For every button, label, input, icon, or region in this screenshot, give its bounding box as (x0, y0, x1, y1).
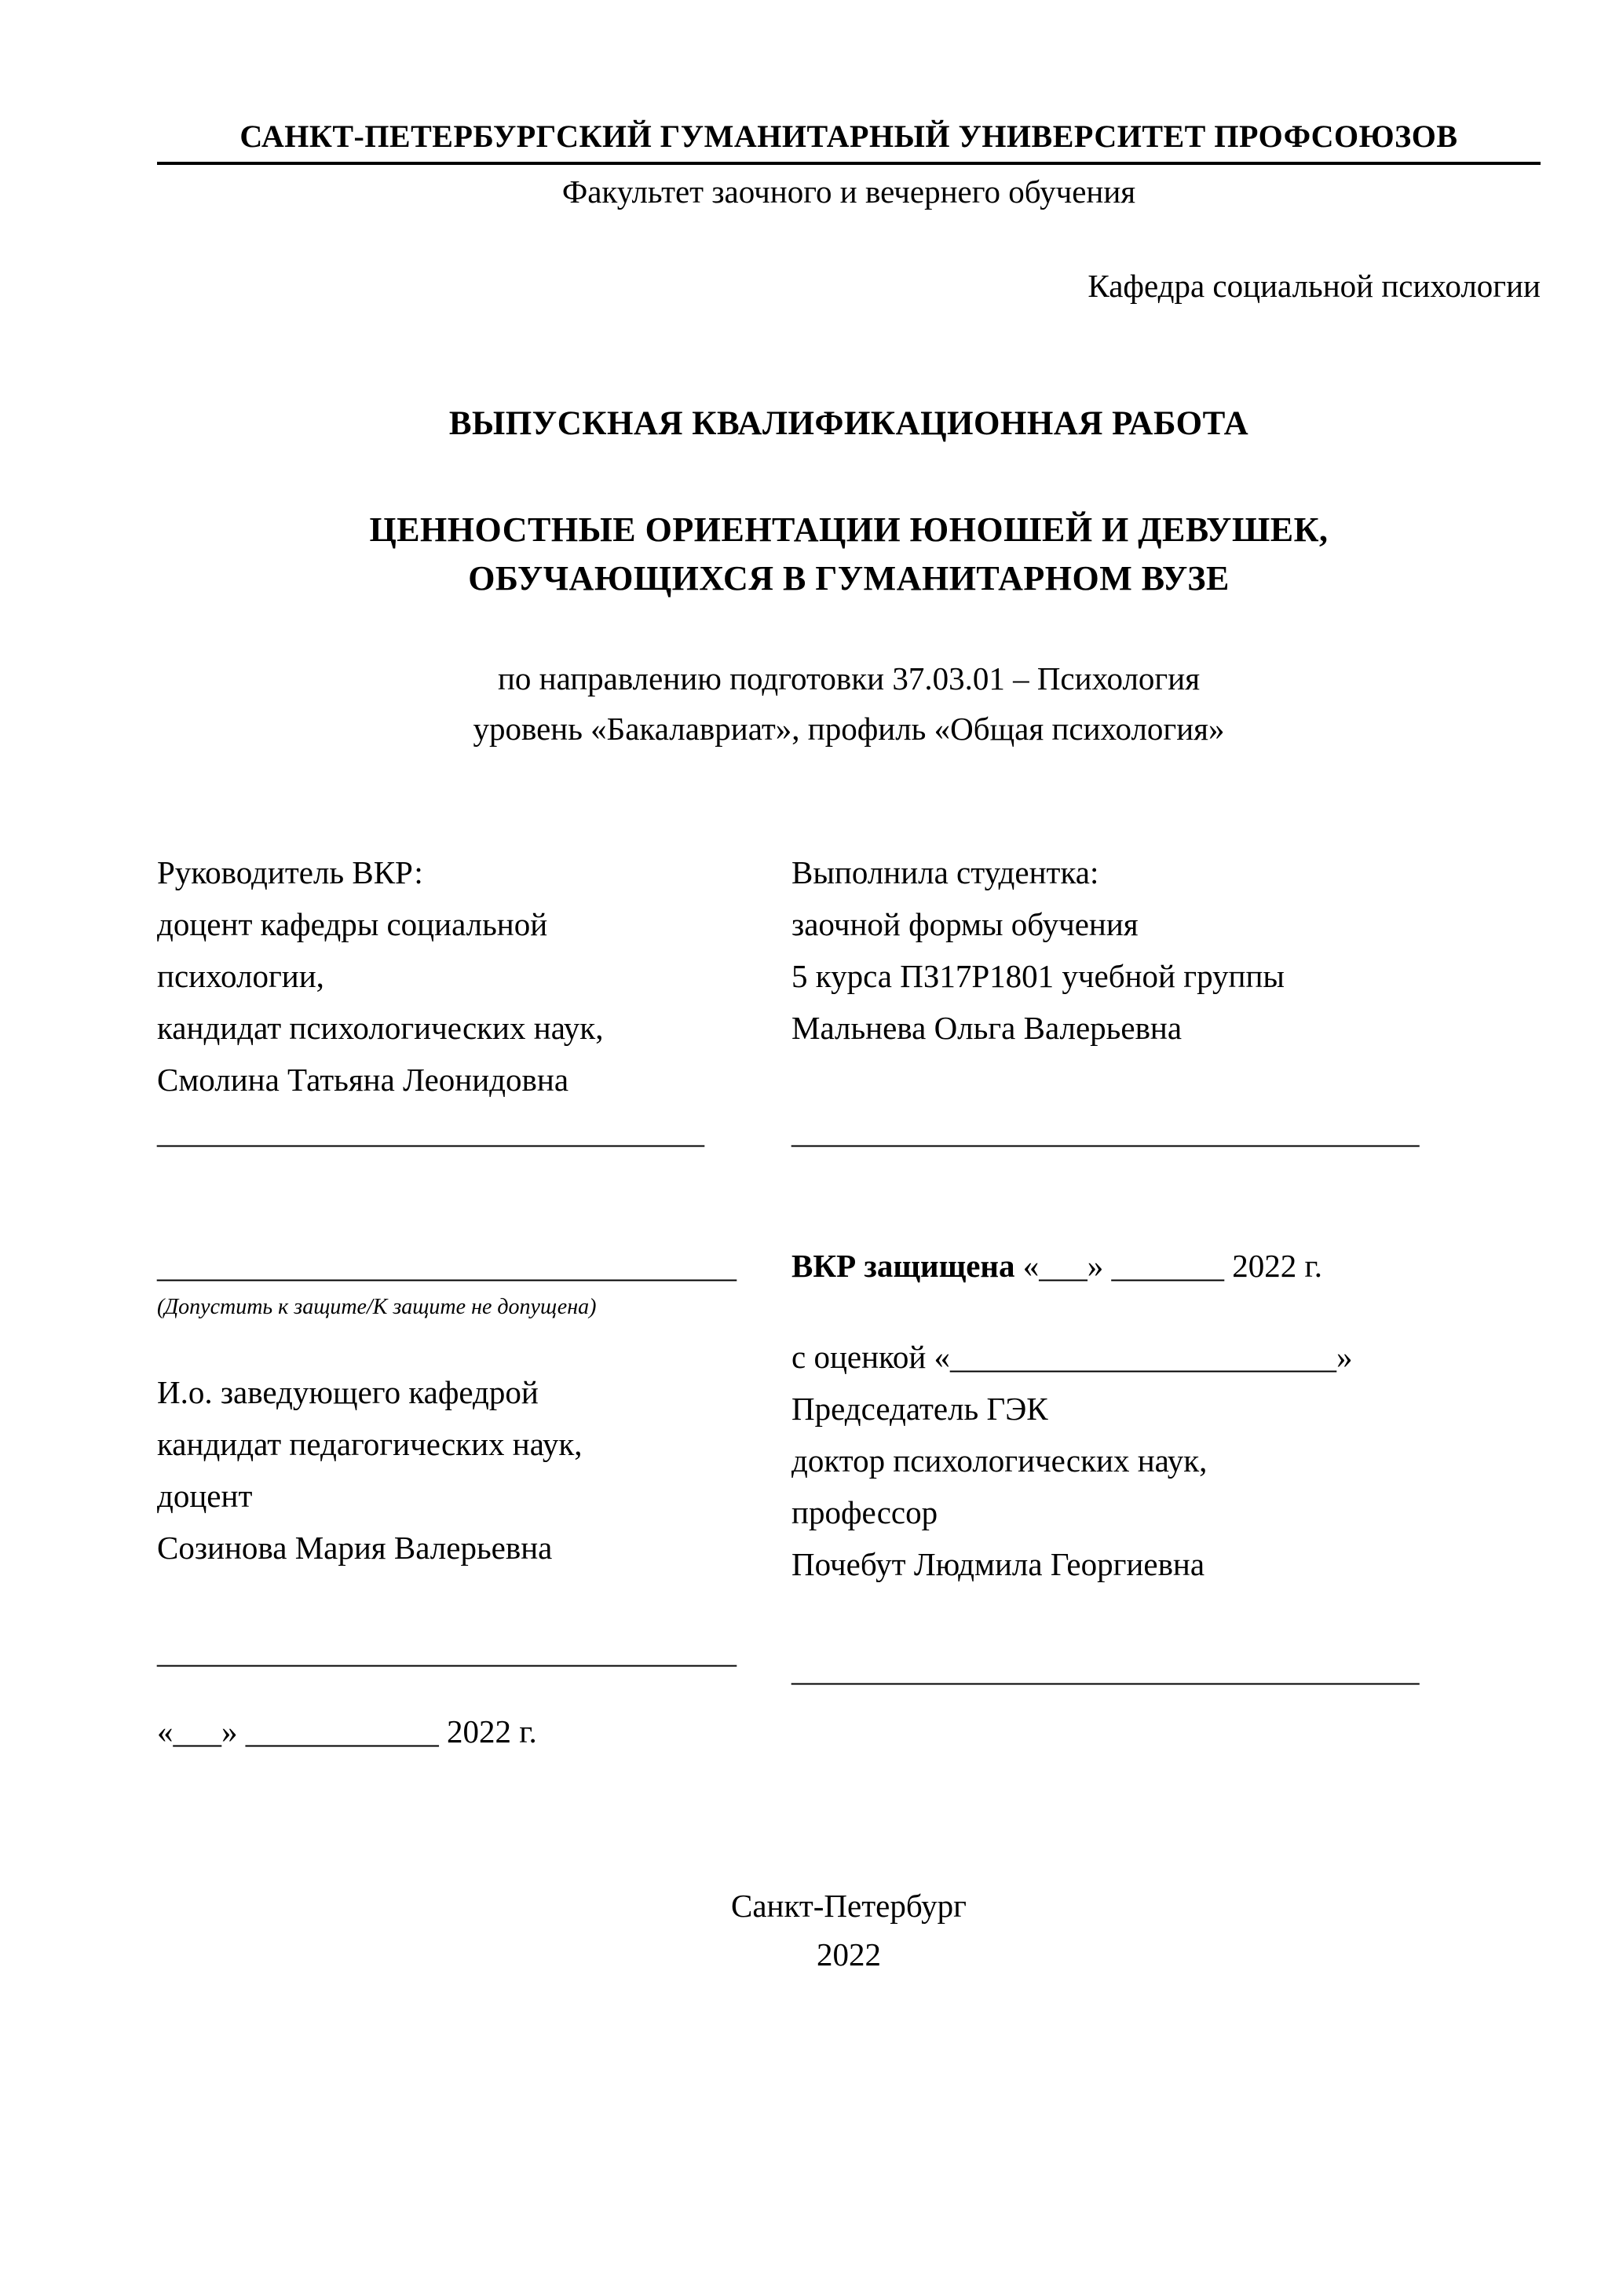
admission-caption: (Допустить к защите/К защите не допущена) (157, 1295, 597, 1319)
student-study-form: заочной формы обучения (791, 906, 1139, 942)
thesis-title (157, 506, 1541, 603)
header-divider (157, 162, 1541, 165)
student-group: 5 курса ПЗ17Р1801 учебной группы (791, 958, 1285, 994)
admission-block (157, 1240, 791, 1757)
chair-degree: доктор психологических наук, (791, 1442, 1208, 1479)
defense-heading (791, 1240, 1541, 1292)
footer-year: 2022 (817, 1936, 881, 1972)
student-name: Мальнева Ольга Валерьевна (791, 1010, 1183, 1046)
defense-block (791, 1240, 1541, 1695)
official-position: доцент (157, 1478, 253, 1514)
university-name: САНКТ-ПЕТЕРБУРГСКИЙ ГУМАНИТАРНЫЙ УНИВЕРСИТЕТ ПРОФСОЮЗОВ (239, 119, 1458, 154)
supervisor-role: Руководитель ВКР: (157, 854, 423, 890)
defense-heading-date: «___» _______ 2022 г. (1014, 1248, 1322, 1284)
work-type-heading: ВЫПУСКНАЯ КВАЛИФИКАЦИОННАЯ РАБОТА (448, 405, 1249, 442)
admission-date-line: «___» ____________ 2022 г. (157, 1713, 537, 1749)
official-signature-line: ____________________________________ (157, 1633, 737, 1669)
supervisor-degree: кандидат психологических наук, (157, 1010, 604, 1046)
footer (157, 1881, 1541, 1979)
student-signature-line: _______________________________________ (791, 1113, 1420, 1150)
footer-city: Санкт-Петербург (731, 1888, 967, 1924)
thesis-title-line-2: ОБУЧАЮЩИХСЯ В ГУМАНИТАРНОМ ВУЗЕ (468, 559, 1230, 598)
official-degree: кандидат педагогических наук, (157, 1426, 583, 1462)
approval-block (157, 1240, 1541, 1757)
program-level: уровень «Бакалавриат», профиль «Общая психология» (473, 711, 1225, 747)
defense-heading-label: ВКР защищена (791, 1248, 1015, 1284)
student-block (791, 846, 1541, 1157)
supervisor-name: Смолина Татьяна Леонидовна (157, 1062, 569, 1098)
chair-signature-line: _______________________________________ (791, 1651, 1420, 1687)
official-name: Созинова Мария Валерьевна (157, 1530, 553, 1566)
program-direction: по направлению подготовки 37.03.01 – Психология (497, 660, 1201, 696)
faculty-name: Факультет заочного и вечернего обучения (561, 174, 1136, 210)
official-role: И.о. заведующего кафедрой (157, 1374, 539, 1410)
program-info (157, 653, 1541, 754)
thesis-title-line-1: ЦЕННОСТНЫЕ ОРИЕНТАЦИИ ЮНОШЕЙ И ДЕВУШЕК, (369, 510, 1329, 549)
defense-grade-line: с оценкой «________________________» (791, 1339, 1353, 1375)
department-name: Кафедра социальной психологии (1087, 268, 1541, 304)
supervisor-position-2: психологии, (157, 958, 324, 994)
supervisor-block (157, 846, 791, 1157)
student-role: Выполнила студентка: (791, 854, 1099, 890)
people-block (157, 846, 1541, 1157)
supervisor-signature-line: __________________________________ (157, 1113, 704, 1150)
chair-position: профессор (791, 1494, 938, 1530)
admission-official (157, 1366, 791, 1574)
chair-name: Почебут Людмила Георгиевна (791, 1546, 1205, 1582)
admission-signature-line: ____________________________________ (157, 1248, 737, 1284)
supervisor-position-1: доцент кафедры социальной (157, 906, 548, 942)
chair-role: Председатель ГЭК (791, 1391, 1048, 1427)
